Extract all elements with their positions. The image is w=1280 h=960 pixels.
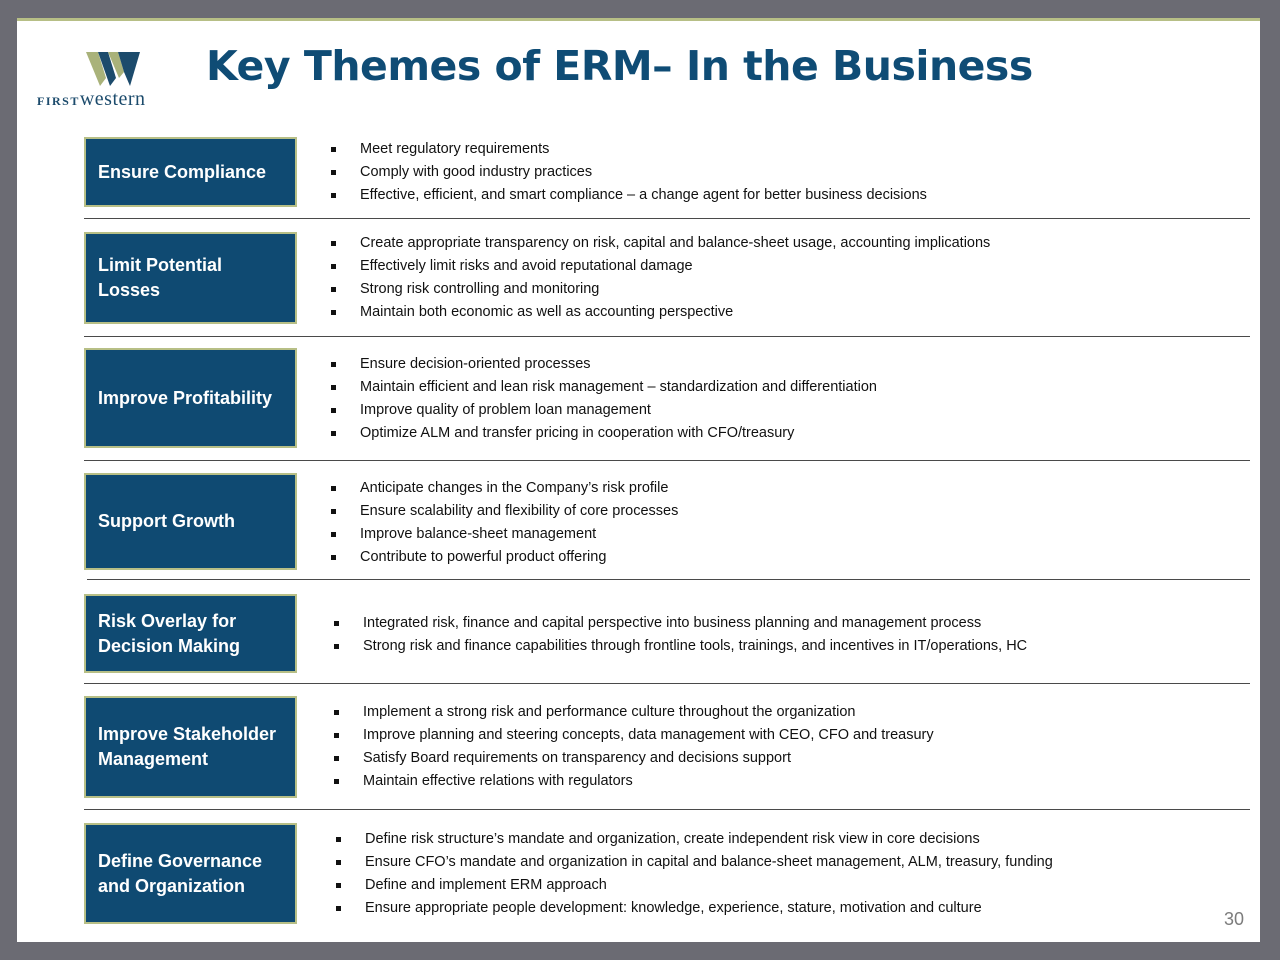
section-divider	[84, 218, 1250, 219]
bullet-item: Strong risk and finance capabilities through frontline tools, trainings, and incentives in IT/operations, HC	[334, 635, 1027, 658]
bullet-item: Anticipate changes in the Company’s risk profile	[331, 477, 678, 500]
logo-first-text: FIRST	[37, 94, 80, 108]
theme-label: Risk Overlay for Decision Making	[98, 610, 241, 656]
theme-label: Limit Potential Losses	[98, 255, 223, 300]
bullet-item: Integrated risk, finance and capital perspective into business planning and management process	[334, 612, 1027, 635]
theme-bullet-list	[331, 477, 678, 569]
theme-label-box	[84, 696, 297, 798]
logo-wordmark	[37, 88, 146, 111]
bullet-item: Effective, efficient, and smart compliance – a change agent for better business decisions	[331, 184, 927, 207]
page-title: Key Themes of ERM– In the Business	[206, 42, 1033, 90]
theme-label: Support Growth	[98, 511, 235, 531]
section-divider	[84, 460, 1250, 461]
theme-label-box	[84, 348, 297, 448]
section-divider	[84, 683, 1250, 684]
bullet-item: Ensure appropriate people development: knowledge, experience, stature, motivation and culture	[336, 897, 1053, 920]
bullet-item: Implement a strong risk and performance culture throughout the organization	[334, 701, 934, 724]
bullet-item: Maintain both economic as well as accounting perspective	[331, 301, 990, 324]
theme-label-box	[84, 137, 297, 207]
bullet-item: Define and implement ERM approach	[336, 874, 1053, 897]
logo-w-mark-icon	[86, 52, 140, 86]
theme-label-box	[84, 473, 297, 570]
bullet-item: Ensure CFO’s mandate and organization in capital and balance-sheet management, ALM, treasury, funding	[336, 851, 1053, 874]
theme-bullet-list	[331, 353, 877, 445]
bullet-item: Meet regulatory requirements	[331, 138, 927, 161]
theme-label-box	[84, 232, 297, 324]
theme-bullet-list	[336, 828, 1053, 920]
section-divider	[84, 809, 1250, 810]
theme-label: Define Governance and Organization	[98, 850, 263, 896]
bullet-item: Improve quality of problem loan management	[331, 399, 877, 422]
bullet-item: Improve balance-sheet management	[331, 523, 678, 546]
slide	[17, 18, 1260, 942]
theme-bullet-list	[331, 138, 927, 207]
bullet-item: Ensure scalability and flexibility of core processes	[331, 500, 678, 523]
bullet-item: Effectively limit risks and avoid reputational damage	[331, 255, 990, 278]
bullet-item: Satisfy Board requirements on transparency and decisions support	[334, 747, 934, 770]
bullet-item: Create appropriate transparency on risk, capital and balance-sheet usage, accounting implications	[331, 232, 990, 255]
theme-label: Improve Profitability	[98, 387, 273, 408]
bullet-item: Strong risk controlling and monitoring	[331, 278, 990, 301]
logo-western-text: western	[79, 88, 146, 110]
theme-label-box	[84, 594, 297, 673]
section-divider	[87, 579, 1250, 580]
company-logo	[37, 52, 187, 112]
bullet-item: Comply with good industry practices	[331, 161, 927, 184]
section-divider	[84, 336, 1250, 337]
theme-bullet-list	[331, 232, 990, 324]
bullet-item: Optimize ALM and transfer pricing in cooperation with CFO/treasury	[331, 422, 877, 445]
top-accent-rule	[17, 18, 1260, 21]
page-number: 30	[1224, 909, 1245, 929]
bullet-item: Ensure decision-oriented processes	[331, 353, 877, 376]
bullet-item: Contribute to powerful product offering	[331, 546, 678, 569]
theme-bullet-list	[334, 701, 934, 793]
theme-bullet-list	[334, 612, 1027, 658]
bullet-item: Define risk structure’s mandate and organization, create independent risk view in core decisions	[336, 828, 1053, 851]
bullet-item: Improve planning and steering concepts, data management with CEO, CFO and treasury	[334, 724, 934, 747]
theme-label: Improve Stakeholder Management	[98, 724, 277, 769]
bullet-item: Maintain effective relations with regulators	[334, 770, 934, 793]
bullet-item: Maintain efficient and lean risk management – standardization and differentiation	[331, 376, 877, 399]
theme-label-box	[84, 823, 297, 924]
theme-label: Ensure Compliance	[98, 161, 267, 182]
